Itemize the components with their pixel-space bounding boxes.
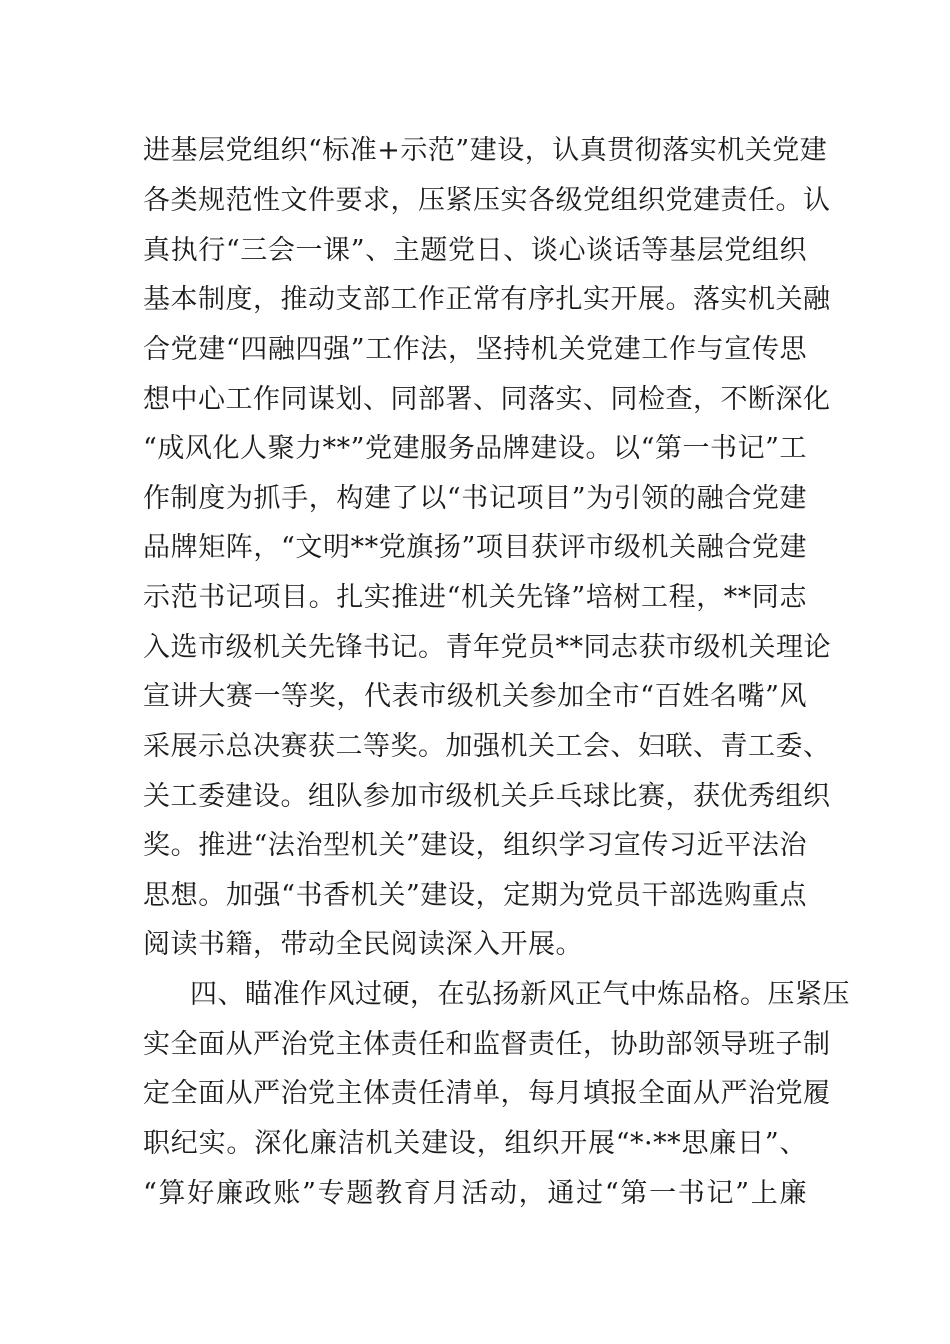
section-heading-line: 四、瞄准作风过硬，在弘扬新风正气中炼品格。压紧压	[190, 979, 850, 1010]
text-line: 真执行“三会一课”、主题党日、谈心谈话等基层党组织	[143, 235, 807, 266]
text-line: 品牌矩阵，“文明**党旗扬”项目获评市级机关融合党建	[143, 532, 807, 563]
paragraph-end-line: 阅读书籍，带动全民阅读深入开展。	[143, 929, 583, 960]
text-line: 职纪实。深化廉洁机关建设，组织开展“*·**思廉日”、	[143, 1128, 807, 1159]
text-line: 各类规范性文件要求，压紧压实各级党组织党建责任。认	[143, 185, 831, 216]
text-line: 思想。加强“书香机关”建设，定期为党员干部选购重点	[143, 880, 807, 911]
text-line: 进基层党组织“标准+示范”建设，认真贯彻落实机关党建	[143, 135, 828, 166]
text-line: “算好廉政账”专题教育月活动，通过“第一书记”上廉	[143, 1178, 807, 1209]
text-line: 关工委建设。组队参加市级机关乒乓球比赛，获优秀组织	[143, 781, 831, 812]
text-line: 采展示总决赛获二等奖。加强机关工会、妇联、青工委、	[143, 731, 831, 762]
text-line: 基本制度，推动支部工作正常有序扎实开展。落实机关融	[143, 284, 831, 315]
text-line: 定全面从严治党主体责任清单，每月填报全面从严治党履	[143, 1078, 831, 1109]
text-line: 作制度为抓手，构建了以“书记项目”为引领的融合党建	[143, 483, 807, 514]
text-line: 奖。推进“法治型机关”建设，组织学习宣传习近平法治	[143, 830, 807, 861]
text-line: 入选市级机关先锋书记。青年党员**同志获市级机关理论	[143, 632, 831, 663]
text-line: 想中心工作同谋划、同部署、同落实、同检查，不断深化	[143, 384, 831, 415]
text-line: 合党建“四融四强”工作法，坚持机关党建工作与宣传思	[143, 334, 807, 365]
text-line: 示范书记项目。扎实推进“机关先锋”培树工程，**同志	[143, 582, 807, 613]
text-line: 实全面从严治党主体责任和监督责任，协助部领导班子制	[143, 1029, 831, 1060]
text-line: 宣讲大赛一等奖，代表市级机关参加全市“百姓名嘴”风	[143, 681, 807, 712]
text-line: “成风化人聚力**”党建服务品牌建设。以“第一书记”工	[143, 433, 807, 464]
